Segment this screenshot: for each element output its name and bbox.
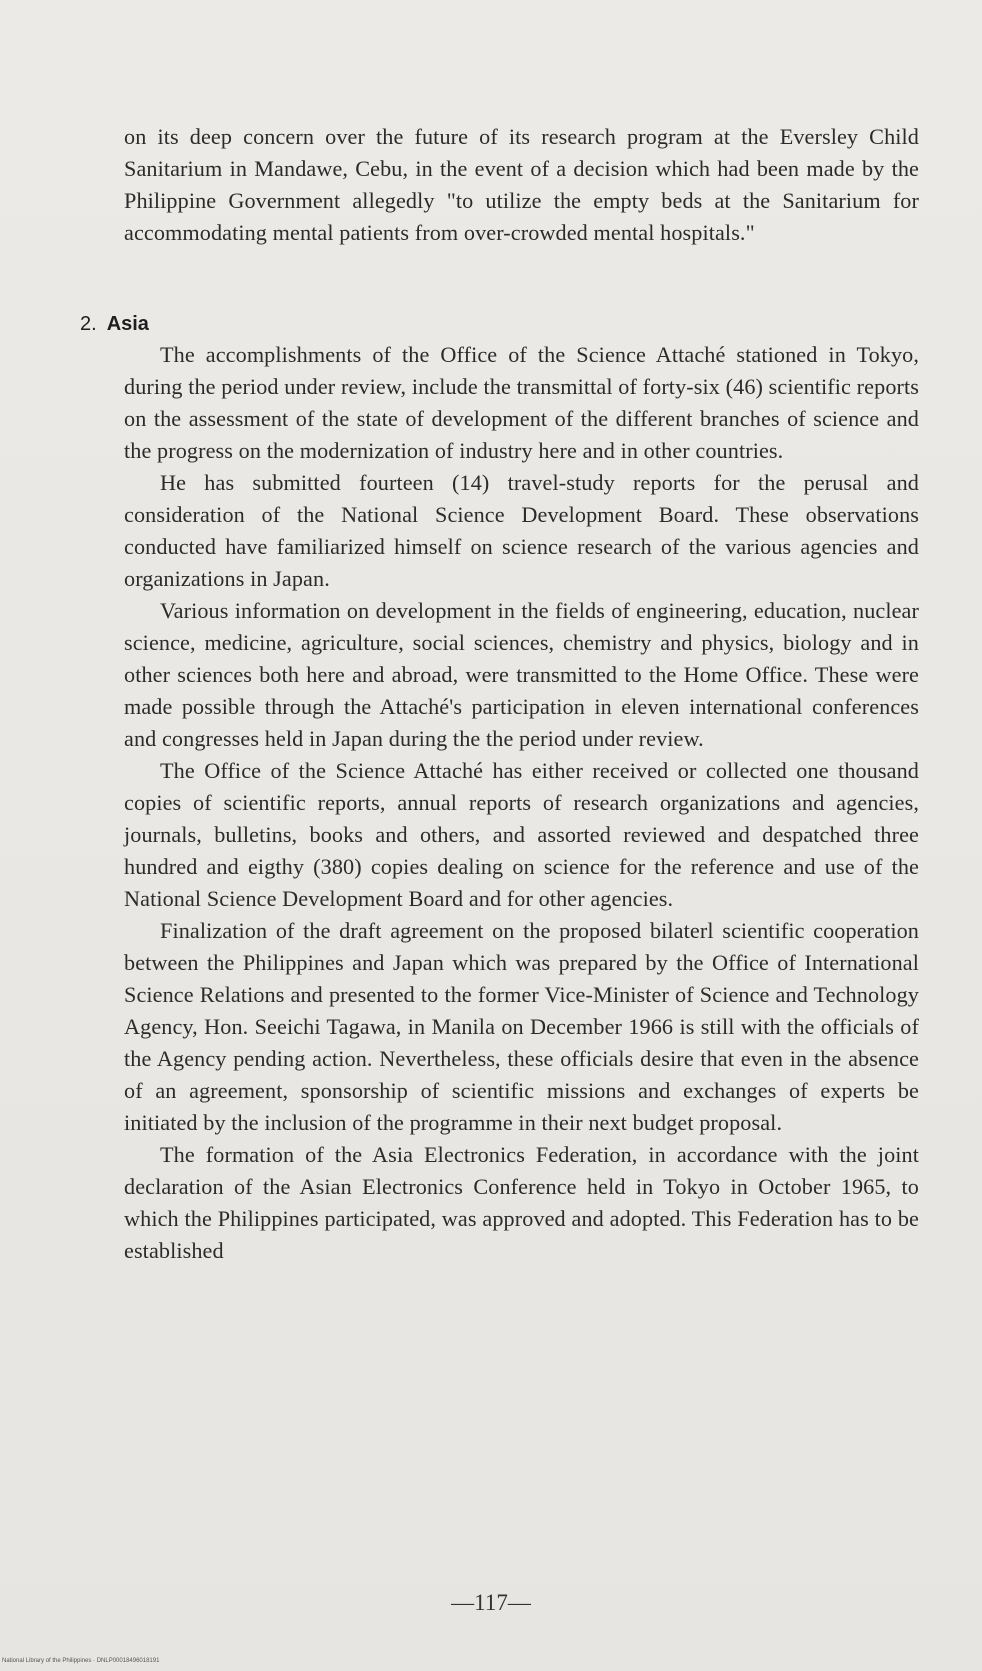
continuation-block [124,121,919,249]
paragraph-information-development: Various information on development in the fields of engineering, education, nuclear science, medicine, agriculture, social sciences, chemistry and physics, biology and in other sciences both here and abroad, were transmitted to the Home Office. These were made possible through the Attaché's participation in eleven international conferences and congresses held in Japan during the the period under review. [124,598,919,751]
paragraph-travel-study-reports: He has submitted fourteen (14) travel-study reports for the perusal and consideration of the National Science Development Board. These observations conducted have familiarized himself on science research of the various agencies and organizations in Japan. [124,470,919,591]
section-heading [80,313,149,336]
paragraph-electronics-federation: The formation of the Asia Electronics Federation, in accordance with the joint declaration of the Asian Electronics Conference held in Tokyo in October 1965, to which the Philippines participated, was approved and adopted. This Federation has to be established [124,1142,919,1263]
section-title: Asia [106,313,149,335]
paragraph-scientific-reports-collected: The Office of the Science Attaché has either received or collected one thousand copies of scientific reports, annual reports of research organizations and agencies, journals, bulletins, books and others, and assorted reviewed and despatched three hundred and eigthy (380) copies dealing on science for the reference and use of the National Science Development Board and for other agencies. [124,758,919,911]
section-body [124,339,919,1267]
paragraph-bilateral-agreement: Finalization of the draft agreement on the proposed bilaterl scientific cooperation between the Philippines and Japan which was prepared by the Office of International Science Relations and presented to the former Vice-Minister of Science and Technology Agency, Hon. Seeichi Tagawa, in Manila on December 1966 is still with the officials of the Agency pending action. Nevertheless, these officials desire that even in the absence of an agreement, sponsorship of scientific missions and exchanges of experts be initiated by the inclusion of the programme in their next budget proposal. [124,918,919,1135]
section-number: 2. [80,313,97,335]
footer-attribution: National Library of the Philippines · DNLP00018496018191 [2,1658,160,1664]
page-number: —117— [451,1590,531,1615]
continuation-paragraph: on its deep concern over the future of its research program at the Eversley Child Sanitarium in Mandawe, Cebu, in the event of a decision which had been made by the Philippine Government allegedly "to utilize the empty beds at the Sanitarium for accommodating mental patients from over-crowded mental hospitals." [124,124,919,245]
paragraph-accomplishments: The accomplishments of the Office of the Science Attaché stationed in Tokyo, during the period under review, include the transmittal of forty-six (46) scientific reports on the assessment of the state of development of the different branches of science and the progress on the modernization of industry here and in other countries. [124,342,919,463]
